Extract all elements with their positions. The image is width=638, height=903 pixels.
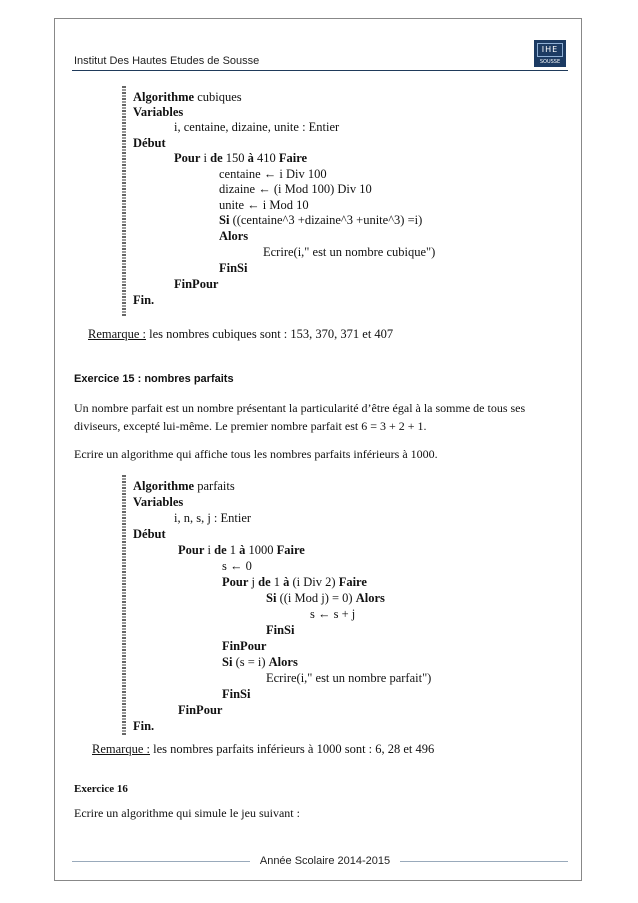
footer-school-year: Année Scolaire 2014-2015 bbox=[259, 855, 391, 867]
algo2-line: Pour j de 1 à (i Div 2) Faire bbox=[222, 575, 367, 589]
algo1-line: Si ((centaine^3 +dizaine^3 +unite^3) =i) bbox=[219, 213, 423, 227]
algo2-line: Ecrire(i," est un nombre parfait") bbox=[266, 671, 432, 685]
algo1-line: FinPour bbox=[174, 277, 219, 291]
algo1-line: Fin. bbox=[133, 293, 155, 307]
exercise-15-instruction: Ecrire un algorithme qui affiche tous les nombres parfaits inférieurs à 1000. bbox=[74, 447, 438, 461]
algo2-line: Variables bbox=[133, 495, 184, 509]
logo-mark: IHE bbox=[537, 43, 563, 57]
algo1-line: Alors bbox=[219, 229, 249, 243]
footer-rule-left bbox=[72, 861, 250, 862]
exercise-15-title: Exercice 15 : nombres parfaits bbox=[74, 373, 234, 385]
algo2-line: s ← s + j bbox=[310, 607, 356, 621]
algo2-line: i, n, s, j : Entier bbox=[174, 511, 252, 525]
algo1-line: i, centaine, dizaine, unite : Entier bbox=[174, 120, 340, 134]
algo2-line: Si ((i Mod j) = 0) Alors bbox=[266, 591, 385, 605]
algo2-line: Algorithme parfaits bbox=[133, 479, 235, 493]
algo2-line: Début bbox=[133, 527, 166, 541]
algo2-line: FinSi bbox=[266, 623, 295, 637]
algo2-line: Fin. bbox=[133, 719, 155, 733]
exercise-16-instruction: Ecrire un algorithme qui simule le jeu suivant : bbox=[74, 806, 300, 820]
algo2-line: FinPour bbox=[222, 639, 267, 653]
logo-caption: SOUSSE bbox=[539, 59, 561, 65]
algo1-line: centaine ← i Div 100 bbox=[219, 167, 327, 181]
algo2-line: Si (s = i) Alors bbox=[222, 655, 298, 669]
algo1-line: Algorithme cubiques bbox=[133, 90, 242, 104]
algo2-line: s ← 0 bbox=[222, 559, 252, 573]
algo2-line: Pour i de 1 à 1000 Faire bbox=[178, 543, 305, 557]
algo1-line: unite ← i Mod 10 bbox=[219, 198, 309, 212]
footer-rule-right bbox=[400, 861, 568, 862]
algo1-line: dizaine ← (i Mod 100) Div 10 bbox=[219, 182, 372, 196]
exercise-16-title: Exercice 16 bbox=[74, 783, 128, 795]
algo1-line: Pour i de 150 à 410 Faire bbox=[174, 151, 308, 165]
header-institution: Institut Des Hautes Etudes de Sousse bbox=[74, 55, 260, 67]
algo1-line: Ecrire(i," est un nombre cubique") bbox=[263, 245, 436, 259]
algo1-line: Début bbox=[133, 136, 166, 150]
algo1-line: FinSi bbox=[219, 261, 248, 275]
exercise-15-paragraph: Un nombre parfait est un nombre présentant la particularité d’être égal à la somme de tous ses diviseurs, excepté lui-même. Le premier nombre parfait est 6 = 3 + 2 + 1. bbox=[74, 401, 526, 433]
algo2-line: FinPour bbox=[178, 703, 223, 717]
algo1-remarque: Remarque : les nombres cubiques sont : 153, 370, 371 et 407 bbox=[88, 327, 394, 341]
algo2-line: FinSi bbox=[222, 687, 251, 701]
algo1-line: Variables bbox=[133, 105, 184, 119]
algo2-remarque: Remarque : les nombres parfaits inférieurs à 1000 sont : 6, 28 et 496 bbox=[92, 742, 435, 756]
